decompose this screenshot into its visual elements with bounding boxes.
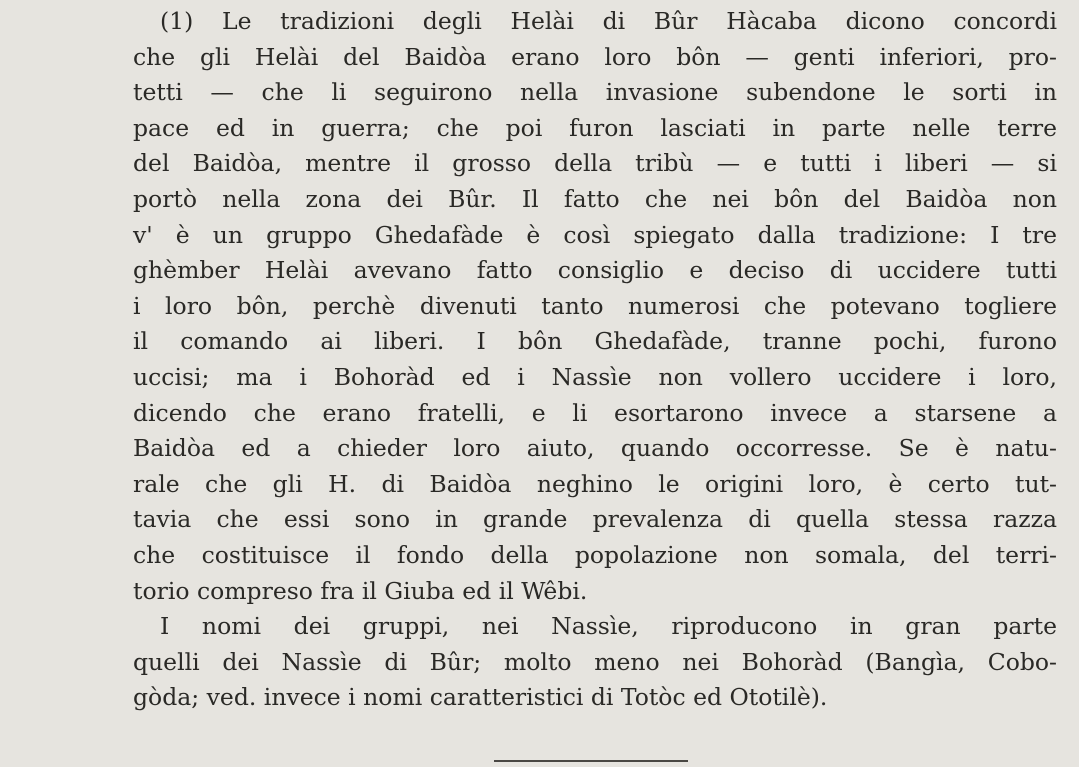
text-line: tetti — che li seguirono nella invasione subendone le sorti in — [133, 78, 1057, 107]
section-divider-rule — [494, 760, 688, 762]
text-line: portò nella zona dei Bûr. Il fatto che nei bôn del Baidòa non — [133, 184, 1057, 213]
text-line: Baidòa ed a chieder loro aiuto, quando occorresse. Se è natu- — [133, 434, 1057, 463]
text-line: (1) Le tradizioni degli Helài di Bûr Hàcaba dicono concordi — [160, 7, 1057, 35]
paragraph-1 — [133, 4, 1057, 609]
text-line: il comando ai liberi. I bôn Ghedafàde, tranne pochi, furono — [133, 327, 1057, 356]
text-line: quelli dei Nassìe di Bûr; molto meno nei Bohoràd (Bangìa, Cobo- — [133, 647, 1057, 676]
text-line: gòda; ved. invece i nomi caratteristici di Totòc ed Ototilè). — [133, 683, 828, 712]
text-line: del Baidòa, mentre il grosso della tribù — e tutti i liberi — si — [133, 149, 1057, 178]
text-line: dicendo che erano fratelli, e li esortarono invece a starsene a — [133, 398, 1057, 427]
text-line: pace ed in guerra; che poi furon lasciati in parte nelle terre — [133, 113, 1057, 142]
text-line: uccisi; ma i Bohoràd ed i Nassìe non vollero uccidere i loro, — [133, 362, 1057, 391]
text-line: che gli Helài del Baidòa erano loro bôn — genti inferiori, pro- — [133, 42, 1057, 71]
text-line: ghèmber Helài avevano fatto consiglio e deciso di uccidere tutti — [133, 256, 1057, 285]
text-line: che costituisce il fondo della popolazione non somala, del terri- — [133, 540, 1057, 569]
paragraph-2 — [133, 609, 1057, 716]
text-line: tavia che essi sono in grande prevalenza di quella stessa razza — [133, 505, 1057, 534]
footnote-text — [133, 4, 1057, 716]
text-line: I nomi dei gruppi, nei Nassìe, riproducono in gran parte — [160, 612, 1057, 641]
text-line: torio compreso fra il Giuba ed il Wêbi. — [133, 576, 588, 605]
text-line: v' è un gruppo Ghedafàde è così spiegato dalla tradizione: I tre — [133, 220, 1057, 249]
text-line: rale che gli H. di Baidòa neghino le origini loro, è certo tut- — [133, 469, 1057, 498]
text-line: i loro bôn, perchè divenuti tanto numerosi che potevano togliere — [133, 291, 1057, 320]
